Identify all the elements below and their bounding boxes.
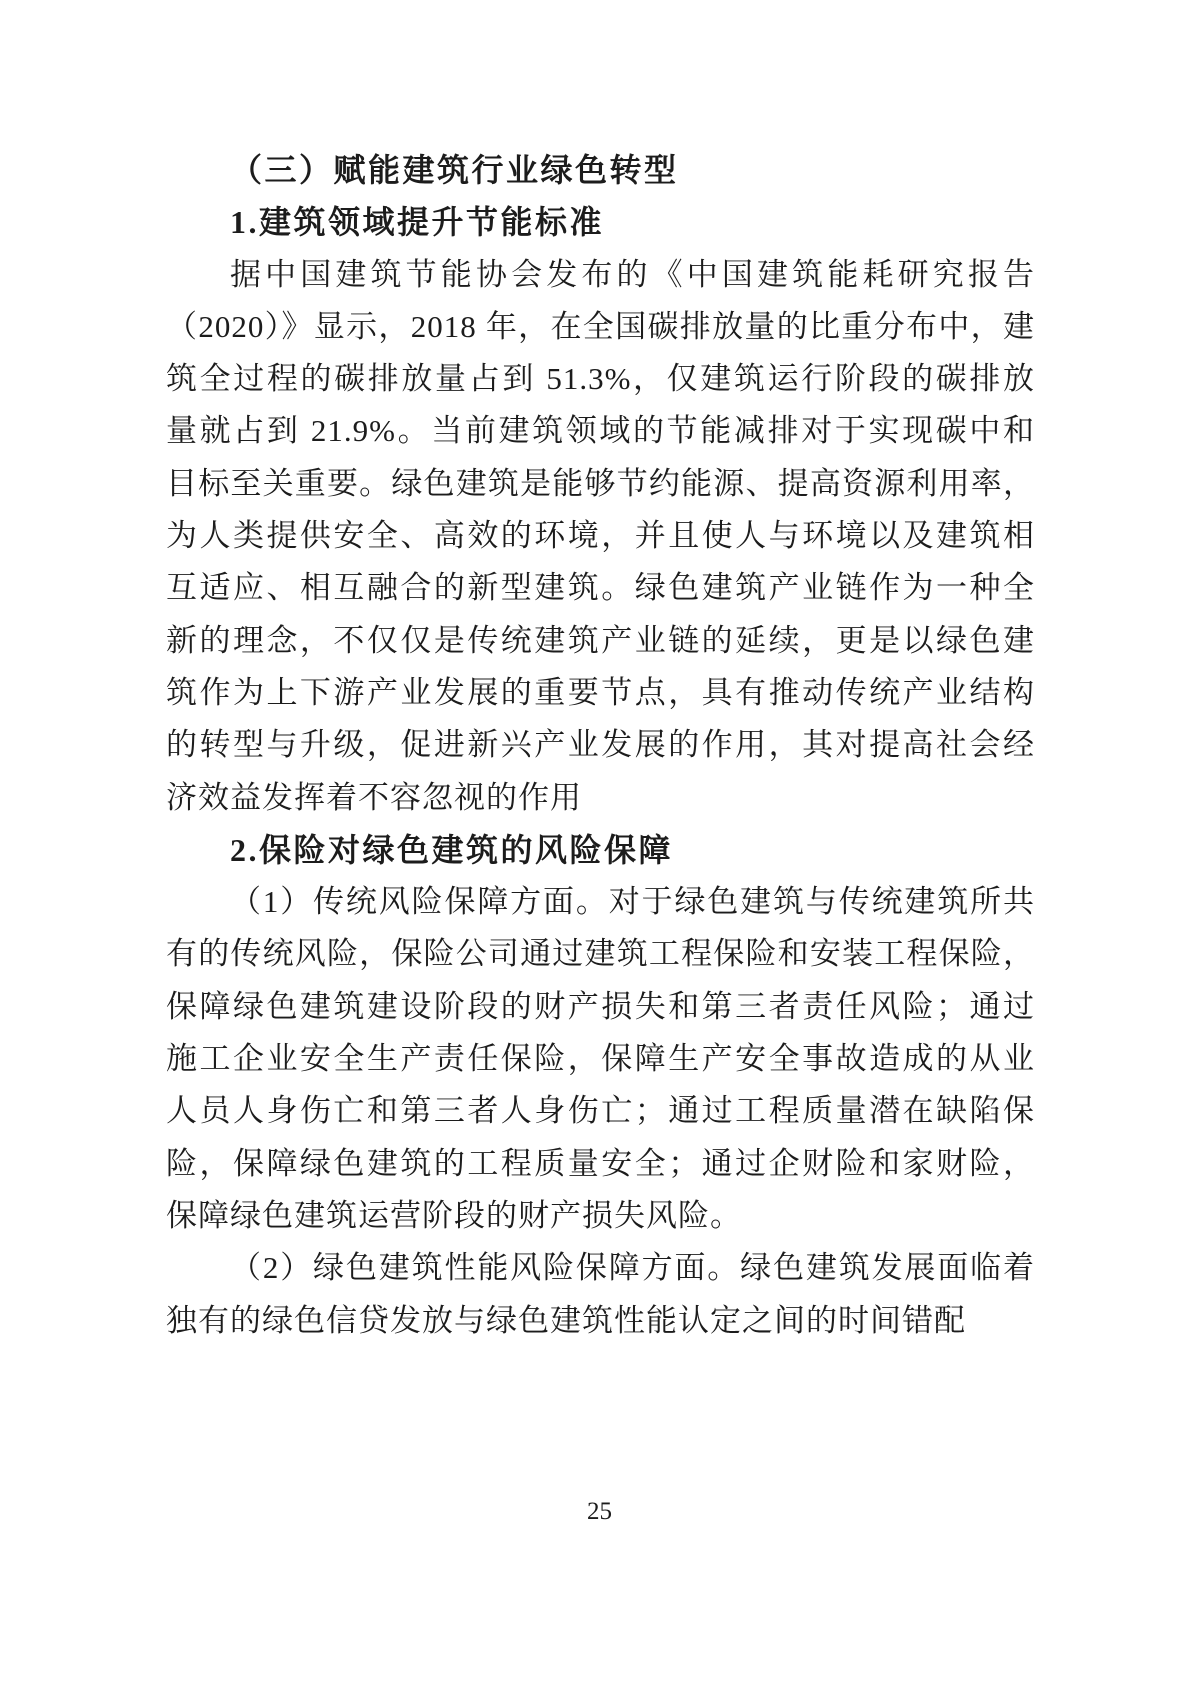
- text-line: 的转型与升级，促进新兴产业发展的作用，其对提高社会经: [166, 727, 1035, 763]
- page-number: 25: [587, 1498, 612, 1525]
- text-line: 量就占到 21.9%。当前建筑领域的节能减排对于实现碳中和: [166, 413, 1035, 449]
- text-line: 独有的绿色信贷发放与绿色建筑性能认定之间的时间错配: [166, 1302, 966, 1338]
- section-heading: （三）赋能建筑行业绿色转型: [230, 152, 679, 188]
- text-line: 济效益发挥着不容忽视的作用: [166, 779, 582, 815]
- text-line: 互适应、相互融合的新型建筑。绿色建筑产业链作为一种全: [166, 570, 1035, 606]
- paragraph-3: [166, 1242, 1035, 1347]
- text-line: （2020）》显示，2018 年，在全国碳排放量的比重分布中，建: [166, 308, 1035, 344]
- text-line: 保障绿色建筑建设阶段的财产损失和第三者责任风险；通过: [166, 988, 1035, 1024]
- text-line: 施工企业安全生产责任保险，保障生产安全事故造成的从业: [166, 1041, 1035, 1077]
- text-line: 新的理念，不仅仅是传统建筑产业链的延续，更是以绿色建: [166, 622, 1035, 658]
- paragraph-2: [166, 876, 1035, 1242]
- text-line: 筑全过程的碳排放量占到 51.3%，仅建筑运行阶段的碳排放: [166, 361, 1035, 397]
- subheading-1: 1.建筑领域提升节能标准: [230, 204, 605, 241]
- text-line: 据中国建筑节能协会发布的《中国建筑能耗研究报告: [230, 256, 1035, 292]
- text-line: 有的传统风险，保险公司通过建筑工程保险和安装工程保险，: [166, 936, 1035, 972]
- text-line: 筑作为上下游产业发展的重要节点，具有推动传统产业结构: [166, 674, 1035, 710]
- text-line: 保障绿色建筑运营阶段的财产损失风险。: [166, 1197, 742, 1233]
- page-content: [166, 144, 1035, 1347]
- text-line: （1）传统风险保障方面。对于绿色建筑与传统建筑所共: [230, 884, 1035, 920]
- paragraph-1: [166, 249, 1035, 824]
- text-line: 人员人身伤亡和第三者人身伤亡；通过工程质量潜在缺陷保: [166, 1093, 1035, 1129]
- text-line: （2）绿色建筑性能风险保障方面。绿色建筑发展面临着: [230, 1250, 1035, 1286]
- text-line: 险，保障绿色建筑的工程质量安全；通过企财险和家财险，: [166, 1145, 1035, 1181]
- text-line: 为人类提供安全、高效的环境，并且使人与环境以及建筑相: [166, 518, 1035, 554]
- text-line: 目标至关重要。绿色建筑是能够节约能源、提高资源利用率，: [166, 465, 1035, 501]
- subheading-2: 2.保险对绿色建筑的风险保障: [230, 831, 674, 868]
